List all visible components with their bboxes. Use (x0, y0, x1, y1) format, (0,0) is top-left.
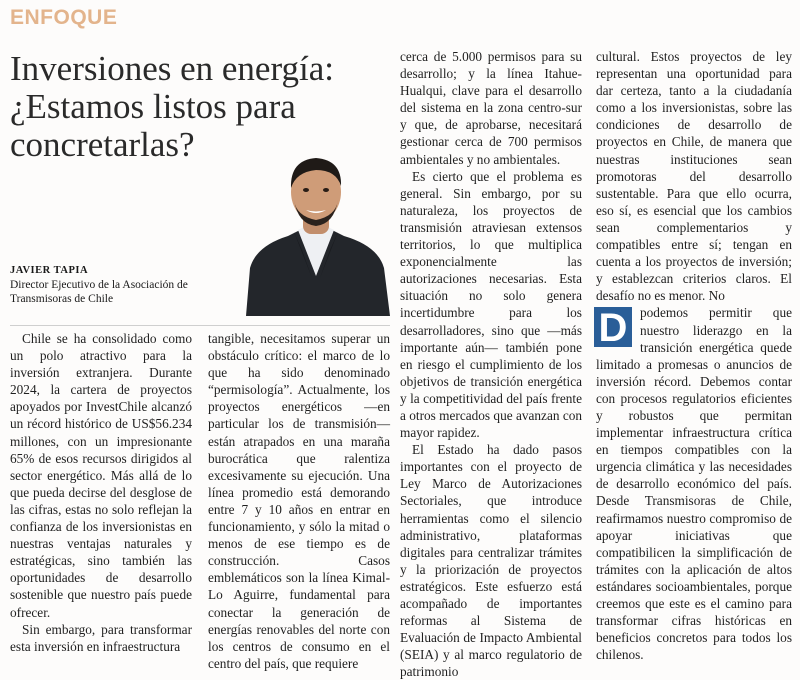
headline: Inversiones en energía: ¿Estamos listos para concretarlas? (10, 49, 334, 164)
dropcap: D (594, 307, 632, 347)
article-column-1 (10, 330, 192, 655)
author-portrait-icon (240, 150, 390, 316)
paragraph: podemos permitir que nuestro liderazgo en la transición energética quede limitado a promesas o anuncios de inversión récord. Debemos contar con procesos regulatorios eficientes y robustos que permitan implementar infraestructura crítica en tiempos compatibles con la urgencia climática y las necesidades de desarrollo económico del país. Desde Transmisoras de Chile, reafirmamos nuestro compromiso de apoyar iniciativas que compatibilicen la simplificación de trámites con la aplicación de altos estándares socioambientales, porque creemos que este es el camino para transformar cifras históricas en beneficios concretos para todos los chilenos. (596, 305, 792, 663)
article-column-4 (596, 48, 792, 663)
paragraph: tangible, necesitamos superar un obstáculo crítico: el marco de lo que ha sido denominado “permisología”. Actualmente, los proyectos energéticos —en particular los de transmisión— están atrapados en una maraña burocrática que ralentiza excesivamente su ejecución. Una línea promedio está demorando entre 7 y 10 años en entrar en funcionamiento, y sólo la mitad o menos de ese tiempo es de construcción. Casos emblemáticos son la línea Kimal-Lo Aguirre, fundamental para conectar la generación de energías renovables del norte con los centros de consumo en el centro del país, que requiere (208, 331, 390, 671)
author-byline (10, 264, 242, 306)
dropcap-paragraph (596, 304, 792, 663)
paragraph: Chile se ha consolidado como un polo atractivo para la inversión extranjera. Durante 2024, la cartera de proyectos apoyados por InvestChile alcanzó un récord histórico de US$56.234 millones, con un impresionante 65% de esos recursos dirigidos al sector energético. Más allá de lo que pueda decirse del desglose de las cifras, estas no solo reflejan la confianza de los inversionistas en nuestras ventajas naturales y estratégicas, sino también las oportunidades de desarrollo sostenible que nuestro país puede ofrecer. (10, 331, 192, 620)
author-photo (240, 150, 390, 316)
paragraph: El Estado ha dado pasos importantes con el proyecto de Ley Marco de Autorizaciones Sectoriales, que introduce herramientas como el silencio administrativo, plataformas digitales para centralizar trámites y la priorización de proyectos estratégicos. Este esfuerzo está acompañado de importantes reformas al Sistema de Evaluación de Impacto Ambiental (SEIA) y al marco regulatorio de patrimonio (400, 442, 582, 680)
paragraph: cerca de 5.000 permisos para su desarrollo; y la línea Itahue-Hualqui, clave para el desarrollo del sistema en la zona centro-sur y que, de aprobarse, necesitará gestionar cerca de 700 permisos ambientales y no ambientales. (400, 49, 582, 167)
author-role: Director Ejecutivo de la Asociación de Transmisoras de Chile (10, 279, 188, 305)
paragraph: Es cierto que el problema es general. Sin embargo, por su naturaleza, los proyectos de transmisión atraviesan extensos territorios, lo que multiplica exponencialmente las autorizaciones necesarias. Esta situación no solo genera incertidumbre para los desarrolladores, sino que —más importante aún— también pone en riesgo el cumplimiento de los objetivos de transición energética y la competitividad del país frente a otros mercados que avanzan con mayor rapidez. (400, 168, 583, 441)
article-column-3 (400, 48, 582, 680)
section-label: ENFOQUE (10, 6, 118, 29)
paragraph: cultural. Estos proyectos de ley representan una oportunidad para dar certeza, tanto a la ciudadanía como a los inversionistas, sobre las condiciones de desarrollo de proyectos en Chile, de manera que nuestras instituciones sean promotoras del desarrollo sustentable. Para que ello ocurra, eso sí, es esencial que los cambios sean complementarios y compatibles entre sí; tengan en cuenta a los proyectos de inversión; y establezcan criterios claros. El desafío no es menor. No (596, 49, 792, 304)
article-column-2 (208, 330, 390, 672)
divider (10, 325, 390, 326)
paragraph: Sin embargo, para transformar esta inversión en infraestructura (10, 621, 192, 654)
author-name: JAVIER TAPIA (10, 265, 89, 276)
